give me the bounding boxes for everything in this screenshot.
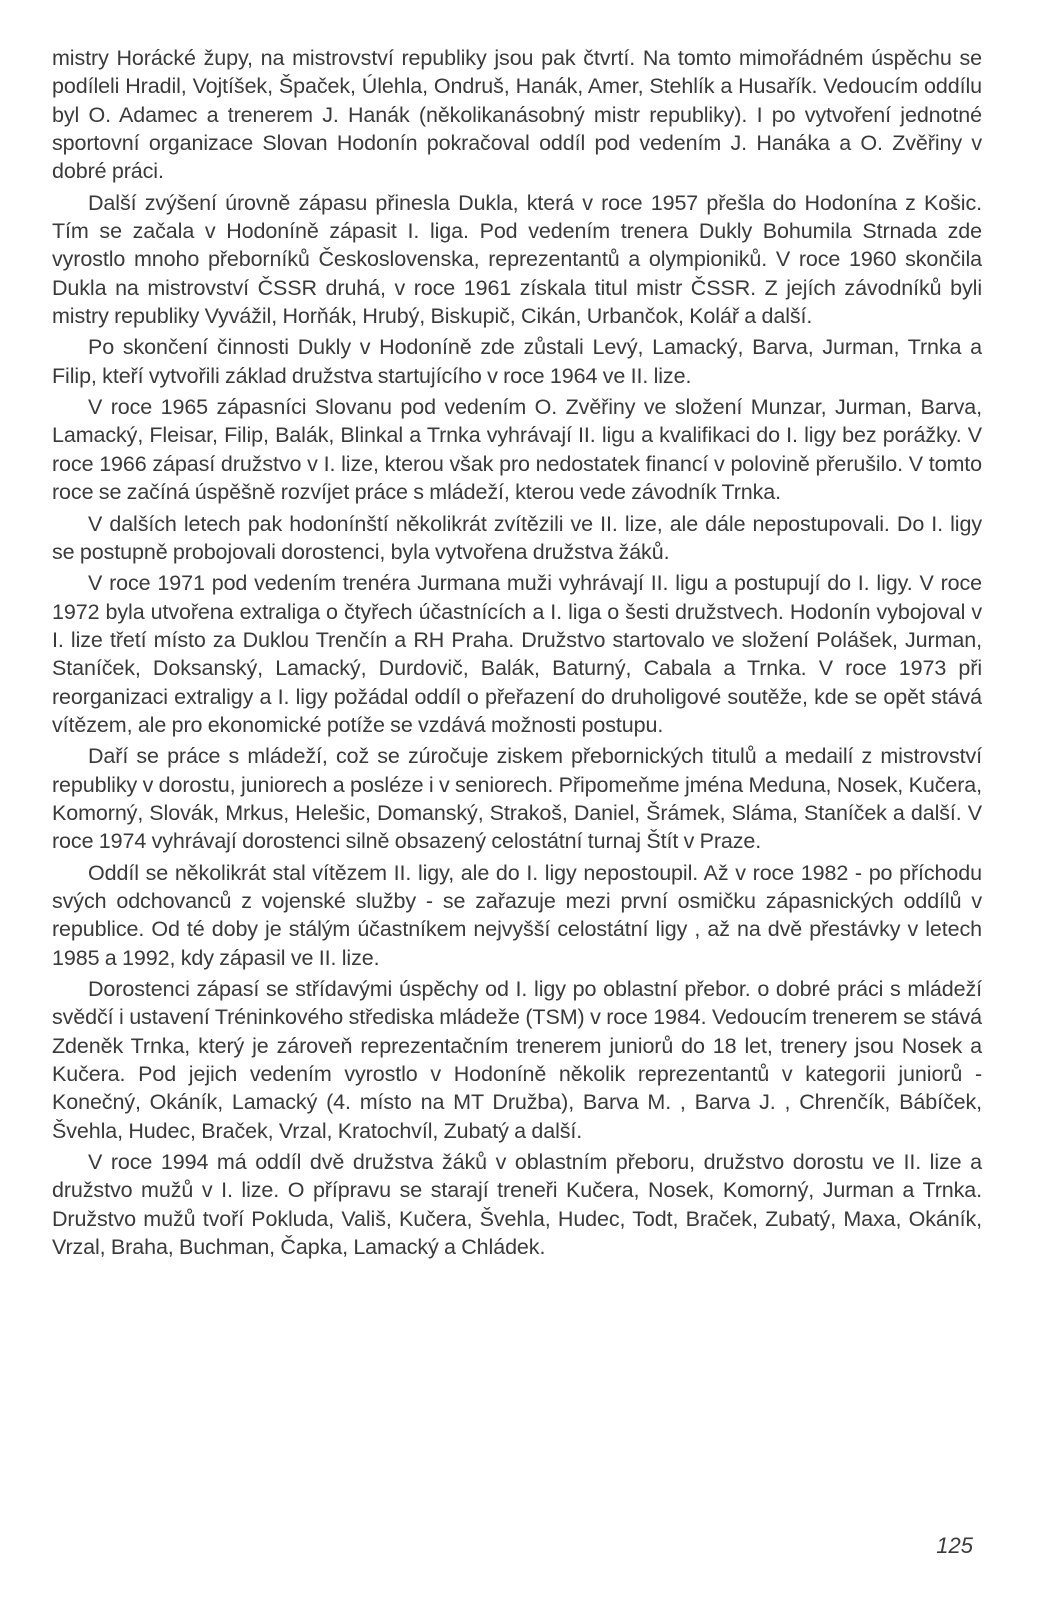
page-number: 125 bbox=[936, 1533, 973, 1558]
paragraph-6: V roce 1971 pod vedením trenéra Jurmana muži vyhrávají II. ligu a postupují do I. ligy. V roce 1972 byla utvořena extraliga o čtyřech účastnících a I. liga o šesti družstvech. Hodonín vybojoval v I. lize třetí místo za Duklou Trenčín a RH Praha. Družstvo startovalo ve složení Polášek, Jurman, Staníček, Doksanský, Lamacký, Durdovič, Balák, Baturný, Cabala a Trnka. V roce 1973 při reorganizaci extraligy a I. ligy požádal oddíl o přeřazení do druholigové soutěže, kde se opět stává vítězem, ale pro ekonomické potíže se vzdává možnosti postupu. bbox=[52, 571, 982, 737]
paragraph-8: Oddíl se několikrát stal vítězem II. ligy, ale do I. ligy nepostoupil. Až v roce 1982 - po příchodu svých odchovanců z vojenské služby - se zařazuje mezi první osmičku zápasnických oddílů v republice. Od té doby je stálým účastníkem nejvyšší celostátní ligy , až na dvě přestávky v letech 1985 a 1992, kdy zápasil ve II. lize. bbox=[52, 860, 982, 970]
paragraph-7: Daří se práce s mládeží, což se zúročuje ziskem přebornických titulů a medailí z mistrovství republiky v dorostu, juniorech a posléze i v seniorech. Připomeňme jména Meduna, Nosek, Kučera, Komorný, Slovák, Mrkus, Helešic, Domanský, Strakoš, Daniel, Šrámek, Sláma, Staníček a další. V roce 1974 vyhrávají dorostenci silně obsazený celostátní turnaj Štít v Praze. bbox=[52, 744, 982, 854]
paragraph-9: Dorostenci zápasí se střídavými úspěchy od I. ligy po oblastní přebor. o dobré práci s mládeží svědčí i ustavení Tréninkového střediska mládeže (TSM) v roce 1984. Vedoucím trenerem se stává Zdeněk Trnka, který je zároveň reprezentačním trenerem juniorů do 18 let, trenery jsou Nosek a Kučera. Pod jejich vedením vyrostlo v Hodoníně několik reprezentantů v kategorii juniorů - Konečný, Okáník, Lamacký (4. místo na MT Družba), Barva M. , Barva J. , Chrenčík, Bábíček, Švehla, Hudec, Braček, Vrzal, Kratochvíl, Zubatý a další. bbox=[52, 977, 982, 1143]
paragraph-4: V roce 1965 zápasníci Slovanu pod vedením O. Zvěřiny ve složení Munzar, Jurman, Barva, Lamacký, Fleisar, Filip, Balák, Blinkal a Trnka vyhrávají II. ligu a kvalifikaci do I. ligy bez porážky. V roce 1966 zápasí družstvo v I. lize, kterou však pro nedostatek financí v polovině přerušilo. V tomto roce se začíná úspěšně rozvíjet práce s mládeží, kterou vede závodník Trnka. bbox=[52, 395, 982, 505]
paragraph-10: V roce 1994 má oddíl dvě družstva žáků v oblastním přeboru, družstvo dorostu ve II. lize a družstvo mužů v I. lize. O přípravu se starají treneři Kučera, Nosek, Komorný, Jurman a Trnka. Družstvo mužů tvoří Pokluda, Vališ, Kučera, Švehla, Hudec, Todt, Braček, Zubatý, Maxa, Okáník, Vrzal, Braha, Buchman, Čapka, Lamacký a Chládek. bbox=[52, 1150, 982, 1260]
paragraph-1: mistry Horácké župy, na mistrovství republiky jsou pak čtvrtí. Na tomto mimořádném úspěchu se podíleli Hradil, Vojtíšek, Špaček, Úlehla, Ondruš, Hanák, Amer, Stehlík a Husařík. Vedoucím oddílu byl O. Adamec a trenerem J. Hanák (několikanásobný mistr republiky). I po vytvoření jednotné sportovní organizace Slovan Hodonín pokračoval oddíl pod vedením J. Hanáka a O. Zvěřiny v dobré práci. bbox=[52, 46, 982, 184]
paragraph-2: Další zvýšení úrovně zápasu přinesla Dukla, která v roce 1957 přešla do Hodonína z Košic. Tím se začala v Hodoníně zápasit I. liga. Pod vedením trenera Dukly Bohumila Strnada zde vyrostlo mnoho přeborníků Československa, reprezentantů a olympioniků. V roce 1960 skončila Dukla na mistrovství ČSSR druhá, v roce 1961 získala titul mistr ČSSR. Z jejích závodníků byli mistry republiky Vyvážil, Horňák, Hrubý, Biskupič, Cikán, Urbančok, Kolář a další. bbox=[52, 190, 982, 329]
paragraph-5: V dalších letech pak hodonínští několikrát zvítězili ve II. lize, ale dále nepostupovali. Do I. ligy se postupně probojovali dorostenci, byla vytvořena družstva žáků. bbox=[52, 511, 982, 564]
body-text bbox=[52, 44, 982, 1264]
paragraph-3: Po skončení činnosti Dukly v Hodoníně zde zůstali Levý, Lamacký, Barva, Jurman, Trnka a Filip, kteří vytvořili základ družstva startujícího v roce 1964 ve II. lize. bbox=[52, 335, 982, 388]
